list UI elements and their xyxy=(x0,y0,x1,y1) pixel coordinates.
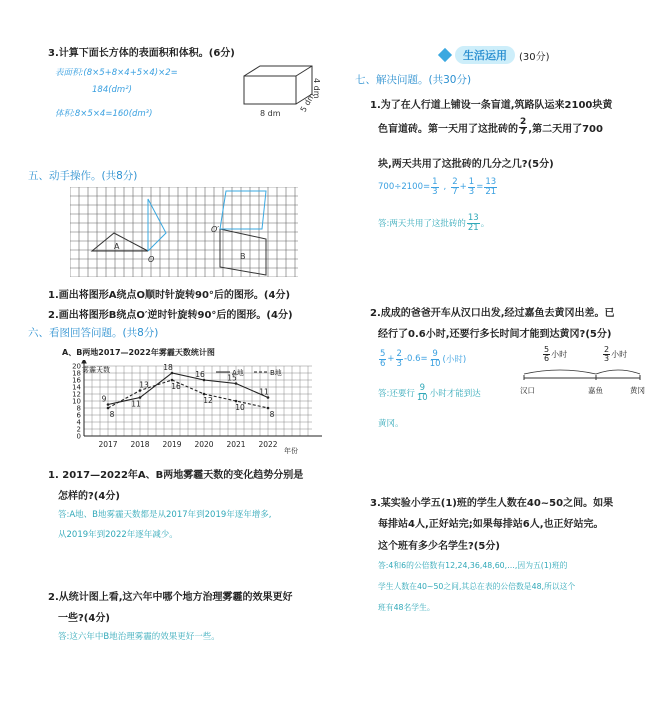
q3-title: 3.计算下面长方体的表面积和体积。(6分) xyxy=(48,48,235,59)
section6-a1-line2: 从2019年到2022年逐年减少。 xyxy=(58,530,178,540)
section7-title: 七、解决问题。(共30分) xyxy=(355,74,472,86)
data-label: 18 xyxy=(163,363,173,372)
section6-q2-line2: 一些?(4分) xyxy=(58,613,110,624)
rotation-grid xyxy=(70,187,298,277)
q3-volume-expr: 8×5×4=160(dm³) xyxy=(74,109,153,119)
chart-legend xyxy=(216,368,282,377)
legend-b: B地 xyxy=(270,369,282,377)
label-b: B xyxy=(240,252,246,261)
data-label: 16 xyxy=(171,382,181,391)
data-label: 11 xyxy=(131,399,141,409)
data-label: 16 xyxy=(195,370,205,379)
y-tick-label: 16 xyxy=(72,376,81,385)
section6-title: 六、看图回答问题。(共8分) xyxy=(28,327,159,339)
p2-line1: 2.成成的爸爸开车从汉口出发,经过嘉鱼去黄冈出差。已 xyxy=(370,308,615,319)
data-label: 8 xyxy=(269,410,275,419)
section6-q1-line2: 怎样的?(4分) xyxy=(58,491,120,502)
p3-ans3: 班有48名学生。 xyxy=(378,603,435,612)
series-point xyxy=(171,372,174,375)
x-tick-label: 2022 xyxy=(258,440,278,449)
series-point xyxy=(203,379,206,382)
cuboid-back xyxy=(244,66,312,104)
y-tick-label: 2 xyxy=(76,425,81,434)
y-tick-label: 10 xyxy=(72,397,81,406)
x-tick-label: 2020 xyxy=(194,440,214,449)
y-tick-label: 4 xyxy=(76,418,81,427)
p1-line2: 色盲道砖。第一天用了这批砖的 $\frac{2}{7}$ ,第二天用了700 xyxy=(378,117,603,137)
p1-fraction: $\frac{2}{7}$ xyxy=(520,117,527,137)
series-point xyxy=(235,382,238,385)
p1-line3: 块,两天共用了这批砖的几分之几?(5分) xyxy=(378,159,554,170)
label-a: A xyxy=(114,242,120,251)
series-point xyxy=(267,396,270,399)
y-tick-label: 18 xyxy=(72,369,81,378)
city-jiayu: 嘉鱼 xyxy=(588,386,603,395)
diamond-icon xyxy=(438,48,452,62)
cuboid-height: 4 dm xyxy=(312,78,321,99)
series-point xyxy=(107,403,110,406)
life-badge: 生活运用 xyxy=(455,46,515,64)
series-point xyxy=(139,389,142,392)
city-hankou: 汉口 xyxy=(520,386,535,395)
p1-solution: 700÷2100= $\frac{1}{3}$ , $\frac{2}{7}$ + $\frac{1}{3}$ = $\frac{13}{21}$ xyxy=(378,177,497,197)
q3-area-line xyxy=(55,66,178,78)
section6-a2: 答:这六年中B地治理雾霾的效果更好一些。 xyxy=(58,632,220,642)
p3-ans2: 学生人数在40~50之间,其总在表的公倍数是48,所以这个 xyxy=(378,582,576,591)
y-tick-label: 6 xyxy=(76,411,81,420)
x-tick-label: 2017 xyxy=(98,440,118,449)
section5-title: 五、动手操作。(共8分) xyxy=(28,170,138,182)
chart-title: A、B两地2017—2022年雾霾天数统计图 xyxy=(62,348,215,357)
data-label: 15 xyxy=(227,373,237,383)
shape-a xyxy=(92,233,148,251)
cuboid-front xyxy=(244,76,296,104)
chart-xlabel: 年份 xyxy=(284,447,298,455)
y-tick-label: 14 xyxy=(72,383,81,392)
y-tick-label: 0 xyxy=(76,432,81,441)
series-point xyxy=(267,407,270,410)
fog-chart xyxy=(40,360,322,460)
series-point xyxy=(139,396,142,399)
p3-ans1: 答:4和6的公倍数有12,24,36,48,60,…,因为五(1)班的 xyxy=(378,561,568,570)
q3-volume-label: 体积: xyxy=(55,109,75,119)
section6-q2-line1: 2.从统计图上看,这六年中哪个地方治理雾霾的效果更好 xyxy=(48,592,293,603)
data-label: 8 xyxy=(109,410,115,419)
q3-area-label: 表面积: xyxy=(55,68,84,78)
cuboid-edge xyxy=(296,66,312,76)
x-tick-label: 2018 xyxy=(130,440,150,449)
p2-line2: 经行了0.6小时,还要行多长时间才能到达黄冈?(5分) xyxy=(378,329,612,340)
cuboid-width: 5 dm xyxy=(298,91,317,114)
q3-area-result: 184(dm²) xyxy=(92,85,132,95)
x-tick-label: 2021 xyxy=(226,440,246,449)
p2-answer-line2: 黄冈。 xyxy=(378,419,404,429)
life-score: (30分) xyxy=(519,51,550,63)
data-label: 10 xyxy=(235,403,245,412)
route-line xyxy=(520,368,650,382)
p3-line3: 这个班有多少名学生?(5分) xyxy=(378,541,500,552)
data-label: 9 xyxy=(101,394,107,404)
series-point xyxy=(203,393,206,396)
series-point xyxy=(107,407,110,410)
y-tick-label: 12 xyxy=(72,390,81,399)
data-label: 12 xyxy=(203,396,213,405)
section5-q1: 1.画出将图形A绕点O顺时针旋转90°后的图形。(4分) xyxy=(48,290,291,301)
label-o: O xyxy=(148,255,155,264)
y-tick-label: 20 xyxy=(72,362,81,371)
label-o-prime: O′ xyxy=(211,225,220,234)
p1-line1: 1.为了在人行道上铺设一条盲道,筑路队运来2100块黄 xyxy=(370,100,613,111)
series-point xyxy=(171,379,174,382)
city-huanggang: 黄冈 xyxy=(630,386,645,395)
p2-answer: 答:还要行 $\frac{9}{10}$ 小时才能到达 xyxy=(378,383,481,403)
p3-line1: 3.某实验小学五(1)班的学生人数在40~50之间。如果 xyxy=(370,498,614,509)
p3-line2: 每排站4人,正好站完;如果每排站6人,也正好站完。 xyxy=(378,519,604,530)
section6-a1-line1: 答:A地、B地雾霾天数都是从2017年到2019年逐年增多, xyxy=(58,510,272,520)
cuboid-figure xyxy=(238,62,330,124)
y-tick-label: 8 xyxy=(76,404,81,413)
q3-volume-line xyxy=(55,107,152,119)
section6-q1-line1: 1. 2017—2022年A、B两地雾霾天数的变化趋势分别是 xyxy=(48,470,304,481)
p1-answer: 答:两天共用了这批砖的 $\frac{13}{21}$ 。 xyxy=(378,213,490,233)
chart-ylabel: 雾霾天数 xyxy=(82,366,110,374)
route-seg1-label: $\frac{5}{6}$ 小时 xyxy=(544,345,568,363)
data-label: 11 xyxy=(259,387,269,397)
p2-solution: $\frac{5}{6}$ + $\frac{2}{3}$ -0.6= $\frac{9}{10}$ (小时) xyxy=(380,349,467,369)
route-seg2-label: $\frac{2}{3}$ 小时 xyxy=(604,345,628,363)
data-label: 13 xyxy=(139,380,149,390)
x-tick-label: 2019 xyxy=(162,440,182,449)
life-header xyxy=(440,46,550,64)
series-point xyxy=(235,400,238,403)
route-diagram xyxy=(520,346,650,398)
q3-area-expr: (8×5+8×4+5×4)×2= xyxy=(83,68,178,78)
cuboid-length: 8 dm xyxy=(260,109,281,118)
section5-q2: 2.画出将图形B绕点O′逆时针旋转90°后的图形。(4分) xyxy=(48,310,293,321)
legend-a: A地 xyxy=(232,369,244,377)
